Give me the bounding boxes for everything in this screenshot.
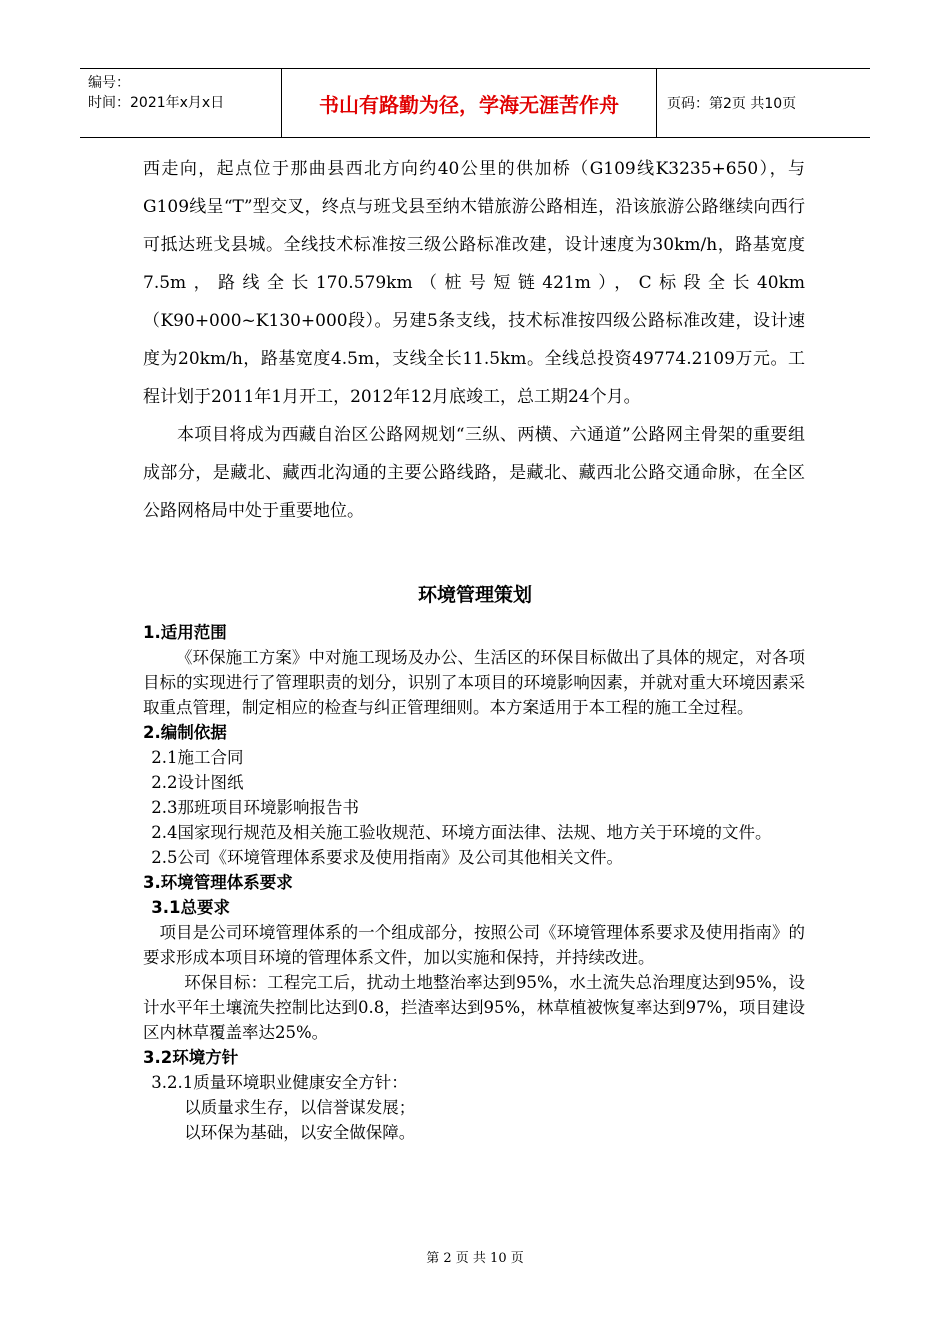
number-label: 编号： — [88, 75, 130, 91]
heading-scope: 1.适用范围 — [143, 623, 227, 642]
time-label: 时间：2021年x月x日 — [88, 95, 225, 111]
policy-line: 以环保为基础，以安全做保障。 — [184, 1123, 416, 1142]
target-text: 环保目标：工程完工后，扰动土地整治率达到95%，水土流失总治理度达到95%，设计水平年土壤流失控制比达到0.8，拦渣率达到95%，林草植被恢复率达到97%，项目建设区内林草覆盖率达25%。 — [143, 973, 805, 1042]
policy-sub: 3.2.1质量环境职业健康安全方针： — [151, 1073, 408, 1092]
heading-general: 3.1总要求 — [151, 898, 230, 917]
heading-system: 3.环境管理体系要求 — [143, 873, 293, 892]
basis-item: 2.5公司《环境管理体系要求及使用指南》及公司其他相关文件。 — [151, 848, 623, 867]
header-motto: 书山有路勤为径，学海无涯苦作舟 — [282, 69, 657, 137]
page-header — [80, 68, 870, 138]
intro-paragraph-1: 西走向，起点位于那曲县西北方向约40公里的供加桥（G109线K3235+650），与G109线呈“T”型交叉，终点与班戈县至纳木错旅游公路相连，沿该旅游公路继续向西行可抵达班戈县城。全线技术标准按三级公路标准改建，设计速度为30km/h，路基宽度7.5m，路线全长170.579km（桩号短链421m），C标段全长40km（K90+000~K130+000段）。另建5条支线，技术标准按四级公路标准改建，设计速度为20km/h，路基宽度4.5m，支线全长11.5km。全线总投资49774.2109万元。工程计划于2011年1月开工，2012年12月底竣工，总工期24个月。 — [143, 159, 805, 407]
page-footer: 第 2 页 共 10 页 — [426, 1251, 524, 1266]
heading-basis: 2.编制依据 — [143, 723, 227, 742]
heading-policy: 3.2环境方针 — [143, 1048, 239, 1067]
scope-text: 《环保施工方案》中对施工现场及办公、生活区的环保目标做出了具体的规定，对各项目标的实现进行了管理职责的划分，识别了本项目的环境影响因素，并就对重大环境因素采取重点管理，制定相应的检查与纠正管理细则。本方案适用于本工程的施工全过程。 — [143, 648, 805, 717]
general-text: 项目是公司环境管理体系的一个组成部分，按照公司《环境管理体系要求及使用指南》的要求形成本项目环境的管理体系文件，加以实施和保持，并持续改进。 — [143, 923, 805, 967]
policy-line: 以质量求生存，以信誉谋发展； — [184, 1098, 416, 1117]
basis-item: 2.2设计图纸 — [151, 773, 244, 792]
header-meta — [80, 69, 282, 137]
basis-item: 2.3那班项目环境影响报告书 — [151, 798, 359, 817]
intro-paragraph-2: 本项目将成为西藏自治区公路网规划“三纵、两横、六通道”公路网主骨架的重要组成部分，是藏北、藏西北沟通的主要公路线路，是藏北、藏西北公路交通命脉，在全区公路网格局中处于重要地位。 — [143, 425, 805, 521]
header-page-label: 页码：第2页 共10页 — [667, 96, 797, 112]
section-title: 环境管理策划 — [417, 584, 532, 606]
section-scope — [143, 620, 805, 1145]
basis-item: 2.1施工合同 — [151, 748, 244, 767]
basis-item: 2.4国家现行规范及相关施工验收规范、环境方面法律、法规、地方关于环境的文件。 — [151, 823, 772, 842]
intro-section — [143, 150, 805, 530]
